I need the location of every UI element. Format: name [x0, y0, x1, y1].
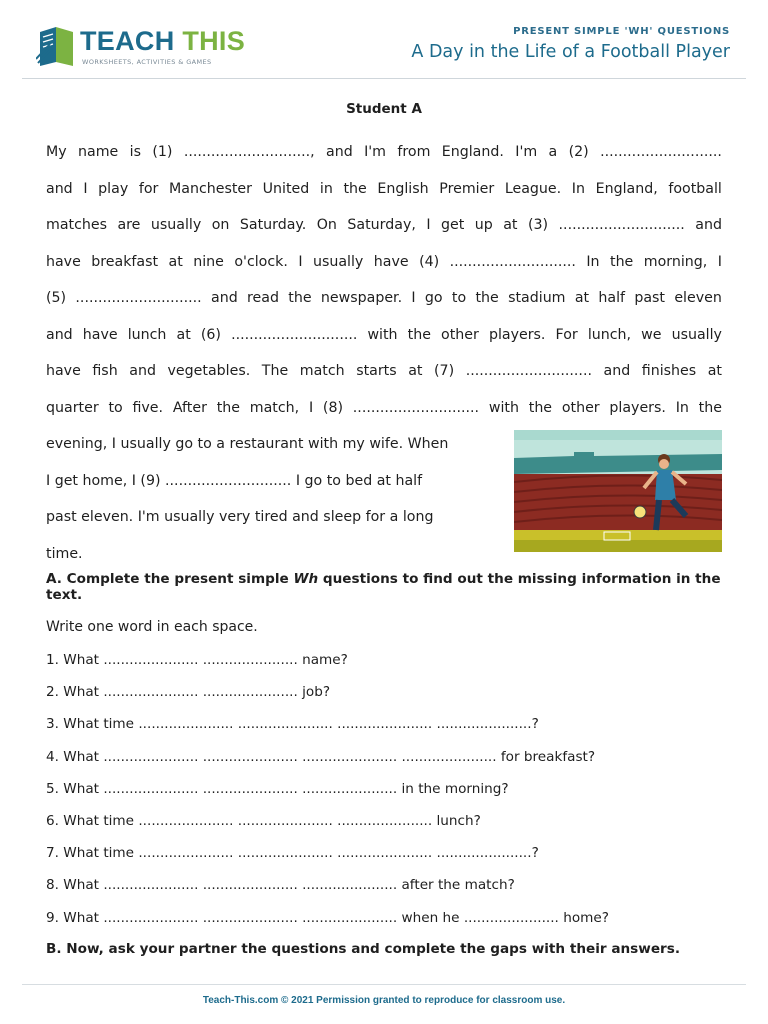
header-titles	[411, 26, 730, 62]
logo-tagline: WORKSHEETS, ACTIVITIES & GAMES	[82, 58, 212, 66]
logo-wordmark: TEACH THIS	[80, 26, 246, 56]
section-b-heading: B. Now, ask your partner the questions and complete the gaps with their answers.	[46, 941, 681, 957]
passage-line: time.	[46, 545, 83, 562]
passage-line: My name is (1) ............................, and I'm from England. I'm a (2) ...........................	[46, 144, 722, 160]
book-icon	[36, 24, 78, 68]
worksheet-topic: PRESENT SIMPLE 'WH' QUESTIONS	[513, 26, 730, 37]
passage-line: I get home, I (9) ............................ I go to bed at half	[46, 472, 423, 489]
question-item: 4. What ...................... ...................... ...................... ...................... for breakfast?	[46, 748, 596, 765]
footer-divider	[22, 984, 746, 985]
question-item: 1. What ...................... ...................... name?	[46, 652, 348, 668]
question-item: 7. What time ...................... ...................... ...................... ......................?	[46, 845, 539, 862]
question-item: 5. What ...................... ...................... ...................... in the morning?	[46, 780, 509, 797]
question-item: 6. What time ...................... ...................... ...................... lunch?	[46, 812, 481, 829]
teach-this-logo	[36, 24, 246, 70]
passage-line: past eleven. I'm usually very tired and sleep for a long	[46, 509, 434, 525]
header-divider	[22, 78, 746, 79]
passage-line: have breakfast at nine o'clock. I usually have (4) ............................ In the morning, I	[46, 253, 722, 270]
section-a-heading: A. Complete the present simple Wh questions to find out the missing information in the text.	[46, 571, 721, 603]
question-item: 8. What ...................... ...................... ...................... after the match?	[46, 877, 515, 894]
question-item: 9. What ...................... ...................... ...................... when he ...................... home?	[46, 909, 609, 926]
question-list	[46, 648, 609, 938]
page-header	[0, 0, 768, 80]
passage-line: and I play for Manchester United in the English Premier League. In England, football	[46, 180, 722, 197]
passage-line: quarter to five. After the match, I (8) ............................ with the other players. In the	[46, 399, 722, 416]
passage-line: and have lunch at (6) ............................ with the other players. For lunch, we usually	[46, 326, 722, 343]
passage-line: have fish and vegetables. The match starts at (7) ............................ and finishes at	[46, 363, 722, 379]
passage-line: matches are usually on Saturday. On Saturday, I get up at (3) ............................ and	[46, 217, 722, 233]
section-a-instruction: Write one word in each space.	[46, 619, 258, 635]
question-item: 2. What ...................... ...................... job?	[46, 684, 331, 701]
football-player-illustration	[514, 430, 722, 552]
worksheet-title: A Day in the Life of a Football Player	[411, 42, 730, 62]
question-item: 3. What time ...................... ...................... ...................... ......................?	[46, 716, 539, 733]
student-label: Student A	[346, 101, 422, 117]
passage-line: (5) ............................ and read the newspaper. I go to the stadium at half past eleven	[46, 290, 722, 306]
passage-line: evening, I usually go to a restaurant with my wife. When	[46, 436, 449, 452]
copyright-footer: Teach-This.com © 2021 Permission granted to reproduce for classroom use.	[202, 995, 566, 1006]
